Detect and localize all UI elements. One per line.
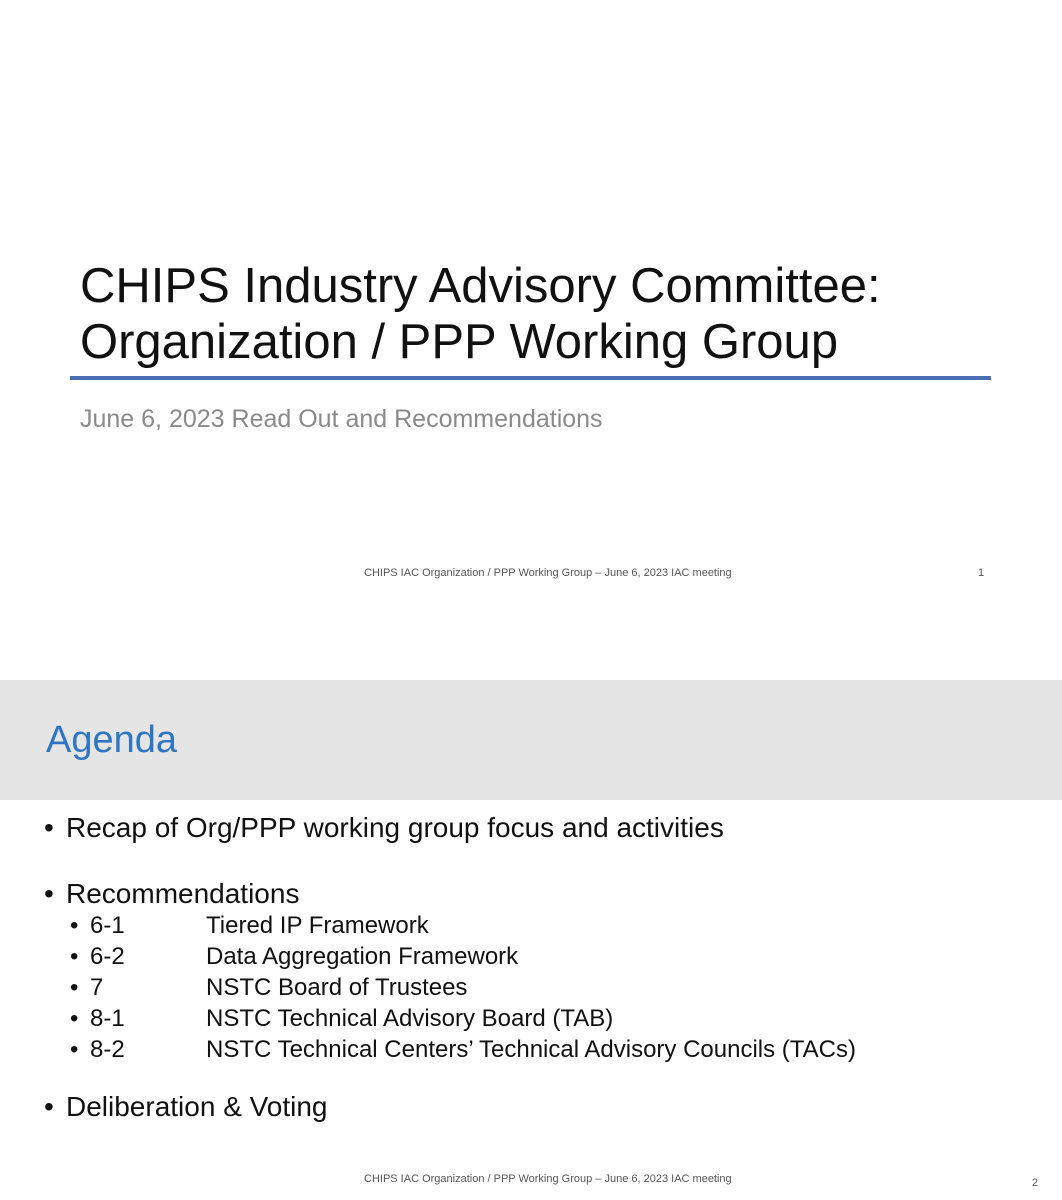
agenda-item-deliberation	[44, 1087, 1044, 1127]
recommendation-text: Tiered IP Framework	[206, 912, 429, 939]
agenda-item-recommendations	[44, 874, 1044, 914]
recommendation-text: NSTC Board of Trustees	[206, 974, 468, 1001]
recommendation-text: NSTC Technical Advisory Board (TAB)	[206, 1005, 614, 1032]
slide-page-number: 2	[1032, 1177, 1039, 1189]
slide-title-line-2: Organization / PPP Working Group	[80, 315, 839, 369]
slide-title-line-1: CHIPS Industry Advisory Committee:	[80, 259, 881, 313]
recommendation-item	[44, 972, 1044, 1003]
recommendation-text: NSTC Technical Centers’ Technical Advisory Councils (TACs)	[206, 1036, 857, 1063]
recommendation-item	[44, 941, 1044, 972]
slide-2	[0, 680, 1062, 1200]
bullet-icon: •	[70, 1036, 79, 1063]
bullet-icon: •	[44, 812, 54, 843]
agenda-header-band	[0, 680, 1062, 800]
bullet-icon: •	[70, 912, 79, 939]
recommendation-item	[44, 1003, 1044, 1034]
recommendation-item	[44, 1034, 1044, 1065]
recommendations-sublist-container	[44, 910, 1044, 1065]
slide-footer-text: CHIPS IAC Organization / PPP Working Group – June 6, 2023 IAC meeting	[364, 1173, 732, 1185]
recommendations-sublist	[44, 910, 1044, 1065]
recommendation-number: 8-2	[90, 1036, 125, 1063]
bullet-icon: •	[44, 1091, 54, 1122]
agenda-title: Agenda	[46, 719, 178, 761]
bullet-icon: •	[44, 878, 54, 909]
recommendation-item	[44, 910, 1044, 941]
recommendation-number: 7	[90, 974, 104, 1001]
bullet-icon: •	[70, 1005, 79, 1032]
slide-subtitle: June 6, 2023 Read Out and Recommendations	[80, 405, 603, 433]
title-underline-divider	[70, 376, 991, 380]
bullet-icon: •	[70, 974, 79, 1001]
slide-footer-text: CHIPS IAC Organization / PPP Working Group – June 6, 2023 IAC meeting	[364, 567, 732, 579]
recommendation-number: 6-1	[90, 912, 125, 939]
slide-page-number: 1	[978, 567, 985, 579]
recommendation-number: 6-2	[90, 943, 125, 970]
agenda-item-text: Recap of Org/PPP working group focus and activities	[66, 812, 724, 843]
recommendation-number: 8-1	[90, 1005, 125, 1032]
recommendation-text: Data Aggregation Framework	[206, 943, 519, 970]
agenda-list	[44, 808, 1044, 1127]
agenda-item-recap	[44, 808, 1044, 848]
bullet-icon: •	[70, 943, 79, 970]
agenda-item-text: Deliberation & Voting	[66, 1091, 328, 1122]
agenda-item-text: Recommendations	[66, 878, 300, 909]
slide-title	[80, 258, 1040, 370]
